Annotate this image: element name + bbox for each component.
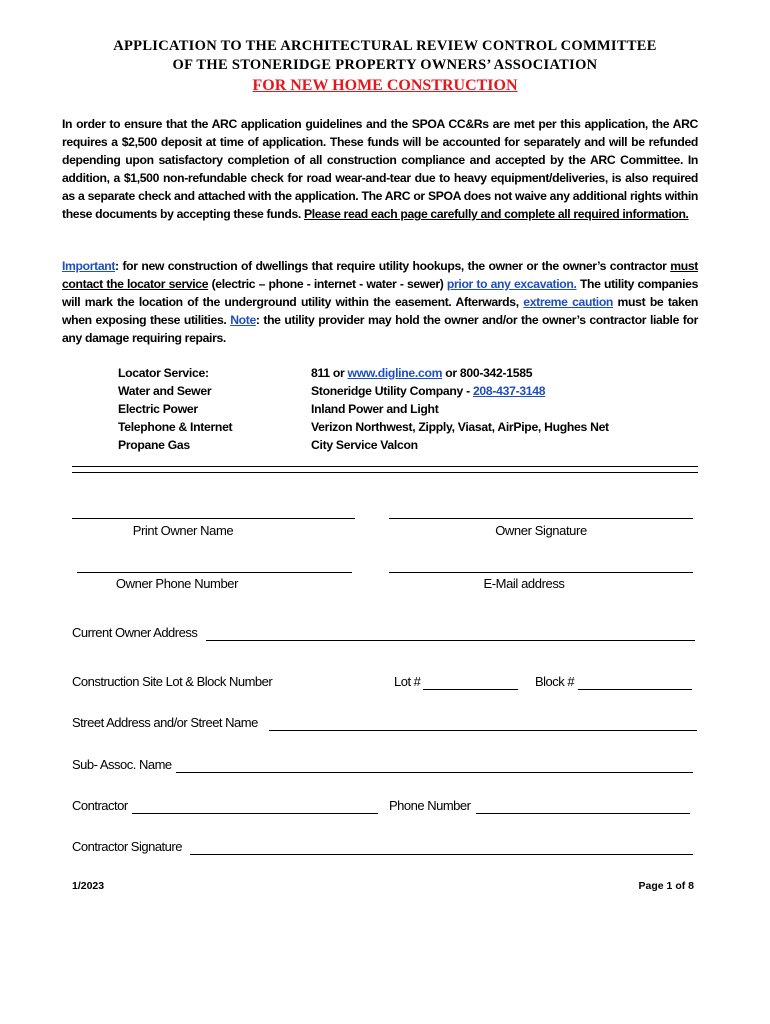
intro-text: In order to ensure that the ARC application guidelines and the SPOA CC&Rs are met per this application, the ARC requires a $2,500 deposit at time of application. These funds will be accounted for separately and will be refunded depending upon satisfactory completion of all construction compliance and accepted by the ARC Committee. In addition, a $1,500 non-refundable check for road wear-and-tear due to heavy equipment/deliveries, is also required as a separate check and attached with the application. The ARC or SPOA does not waive any additional rights within these documents by accepting these funds. xyxy=(62,117,698,221)
title-line-2: OF THE STONERIDGE PROPERTY OWNERS’ ASSOCIATION xyxy=(172,57,598,73)
current-address-label: Current Owner Address xyxy=(72,625,198,640)
email-caption: E-Mail address xyxy=(483,576,565,591)
lot-label: Lot # xyxy=(394,674,421,689)
extreme-caution-text: extreme caution xyxy=(523,295,614,309)
utility-row-electric xyxy=(118,400,609,418)
contractor-phone-field[interactable] xyxy=(476,813,690,814)
read-notice: Please read each page carefully and complete all required information. xyxy=(303,207,689,221)
utility-value: Inland Power and Light xyxy=(311,402,439,416)
phone-number-label: Phone Number xyxy=(389,798,471,813)
utility-label: Telephone & Internet xyxy=(118,420,233,434)
lot-field[interactable] xyxy=(423,689,518,690)
important-text-4: must be taken when exposing these utilities. xyxy=(62,295,698,327)
intro-paragraph xyxy=(62,115,698,223)
important-text-5: : the utility provider may hold the owner and/or the owner’s contractor liable for any damage requiring repairs. xyxy=(62,313,698,345)
utility-value: Stoneridge Utility Company - xyxy=(311,384,473,398)
owner-phone-caption: Owner Phone Number xyxy=(115,576,239,591)
utility-label: Propane Gas xyxy=(118,438,190,452)
contractor-signature-label: Contractor Signature xyxy=(72,839,182,854)
utility-label: Water and Sewer xyxy=(118,384,212,398)
utility-row-telephone xyxy=(118,418,609,436)
title-line-3: FOR NEW HOME CONSTRUCTION xyxy=(252,77,518,94)
sub-assoc-field[interactable] xyxy=(176,772,693,773)
contractor-label: Contractor xyxy=(72,798,128,813)
current-address-field[interactable] xyxy=(206,640,695,641)
prior-excavation-text: prior to any excavation. xyxy=(446,277,577,291)
utility-row-propane xyxy=(118,436,609,454)
title-line-1: APPLICATION TO THE ARCHITECTURAL REVIEW CONTROL COMMITTEE xyxy=(113,38,657,54)
footer-page-number: Page 1 of 8 xyxy=(638,880,694,892)
utility-list xyxy=(118,364,609,454)
important-label: Important xyxy=(62,259,116,273)
utility-label: Locator Service: xyxy=(118,366,209,380)
contractor-field[interactable] xyxy=(132,813,378,814)
utility-value: 811 or xyxy=(311,366,348,380)
contractor-signature-field[interactable] xyxy=(190,854,693,855)
utility-row-water xyxy=(118,382,609,400)
important-text-3: The utility companies will mark the location of the underground utility within the easement. Afterwards, xyxy=(62,277,699,309)
utility-row-locator xyxy=(118,364,609,382)
utility-value-suffix: or 800-342-1585 xyxy=(442,366,533,380)
utility-label: Electric Power xyxy=(118,402,198,416)
street-address-field[interactable] xyxy=(269,730,697,731)
water-phone-link[interactable]: 208-437-3148 xyxy=(472,384,546,398)
digline-link[interactable]: www.digline.com xyxy=(347,366,443,380)
note-label: Note xyxy=(230,313,256,327)
block-label: Block # xyxy=(535,674,575,689)
sub-assoc-label: Sub- Assoc. Name xyxy=(72,757,172,772)
important-text-1: : for new construction of dwellings that require utility hookups, the owner or the owner’s contractor xyxy=(115,259,671,273)
owner-signature-caption: Owner Signature xyxy=(495,523,587,538)
footer-date: 1/2023 xyxy=(72,880,105,892)
street-address-label: Street Address and/or Street Name xyxy=(72,715,258,730)
section-separator xyxy=(72,466,698,473)
owner-signature-field[interactable] xyxy=(389,518,693,519)
lot-block-label: Construction Site Lot & Block Number xyxy=(72,674,273,689)
important-paragraph xyxy=(62,257,698,347)
utility-value: Verizon Northwest, Zipply, Viasat, AirPipe, Hughes Net xyxy=(311,420,609,434)
email-field[interactable] xyxy=(389,572,693,573)
owner-phone-field[interactable] xyxy=(77,572,352,573)
owner-name-caption: Print Owner Name xyxy=(132,523,234,538)
must-contact-text: must contact the locator service xyxy=(62,259,698,291)
owner-name-field[interactable] xyxy=(72,518,355,519)
utility-value: City Service Valcon xyxy=(311,438,418,452)
important-text-2: (electric – phone - internet - water - sewer) xyxy=(208,277,447,291)
block-field[interactable] xyxy=(578,689,692,690)
